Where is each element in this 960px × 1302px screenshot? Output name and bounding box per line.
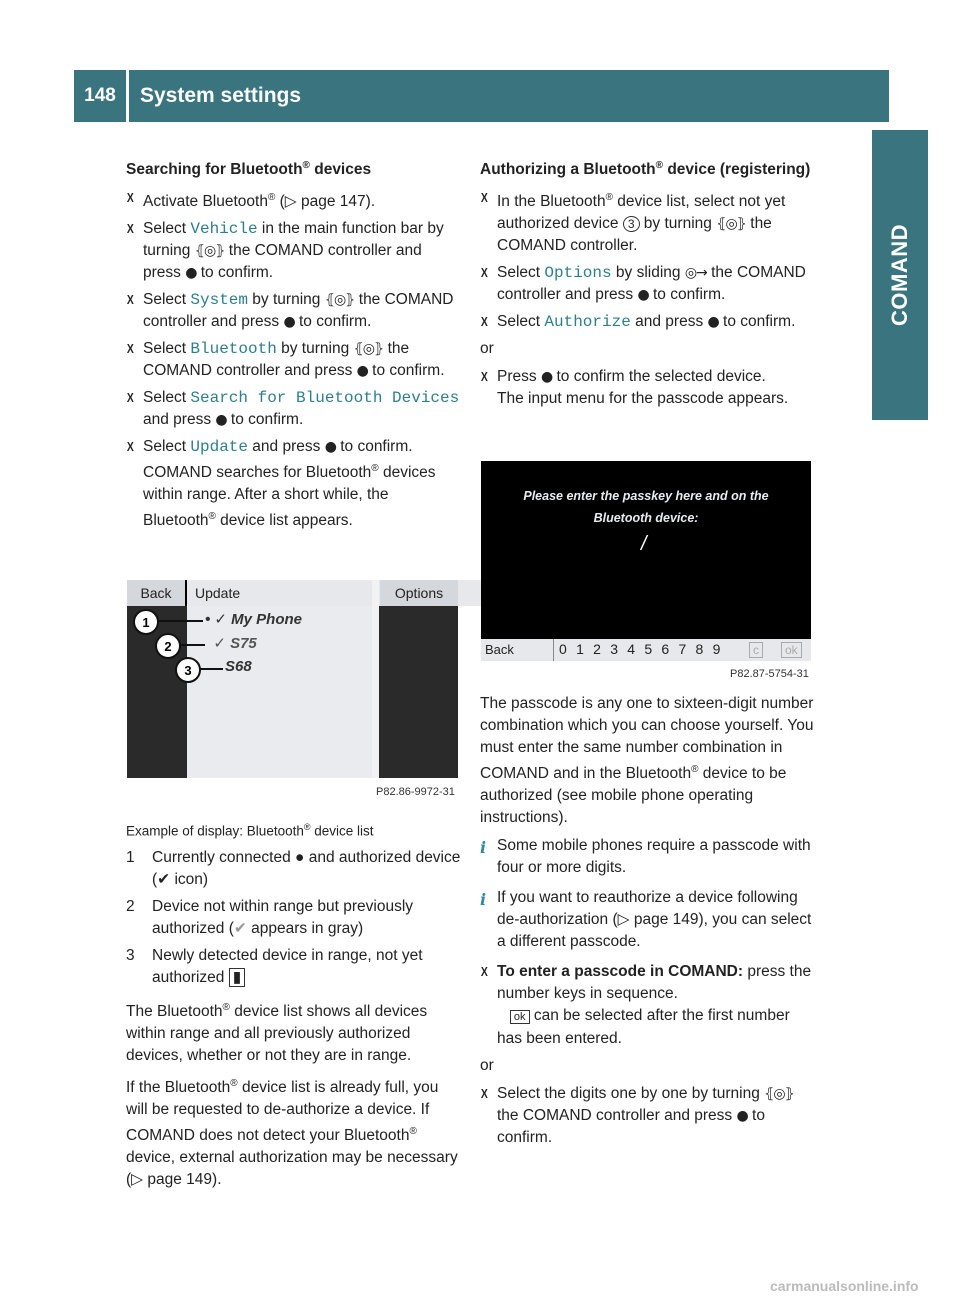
options-button[interactable]: Options: [380, 580, 458, 606]
legend-item-1: 1 Currently connected ● and authorized device (✔ icon): [126, 848, 461, 888]
press-icon: ●: [215, 412, 227, 429]
turn-controller-icon: ⦃◎⦄: [324, 292, 355, 309]
check-icon: ✔: [157, 870, 171, 888]
legend-item-2: 2 Device not within range but previously authorized (✔ appears in gray): [126, 897, 414, 937]
callout-1: 1: [133, 609, 159, 635]
auth-step-3: X Select Authorize and press ● to confirm.: [480, 311, 815, 333]
paragraph-2: If the Bluetooth® device list is already full, you will be requested to de-authorize a device. If COMAND does not detect your Bluetooth® device, external authorization may be necessary (▷ page 149).: [126, 1077, 458, 1188]
ok-key-icon: ok: [510, 1010, 530, 1024]
turn-controller-icon: ⦃◎⦄: [716, 216, 746, 233]
list-item[interactable]: S68: [225, 658, 252, 675]
or-text-2: or: [480, 1057, 494, 1075]
passcode-paragraph: The passcode is any one to sixteen-digit number combination which you can choose yourself. You must enter the same number combination in COMAND and in the Bluetooth® device to be authorized (see mobile phone operating instructions).: [480, 695, 814, 827]
step-3: X Select System by turning ⦃◎⦄ the COMAND controller and press ● to confirm.: [126, 289, 461, 333]
page-number: 148: [84, 85, 116, 106]
step-5: X Select Search for Bluetooth Devices and press ● to confirm.: [126, 387, 461, 431]
auth-step-6: X Select the digits one by one by turning ⦃◎⦄ the COMAND controller and press ● to confirm.: [480, 1083, 815, 1149]
figure-ref-2: P82.87-5754-31: [730, 668, 809, 680]
right-column-lower: [480, 693, 815, 1154]
clear-key[interactable]: c: [749, 642, 763, 658]
paragraph-1: The Bluetooth® device list shows all devices within range and all previously authorized devices, whether or not they are in range.: [126, 1001, 428, 1064]
or-text: or: [480, 340, 494, 358]
info-icon: i: [480, 890, 487, 910]
right-heading: Authorizing a Bluetooth® device (registering): [480, 160, 811, 179]
device-list-screen: [127, 580, 458, 778]
auth-step-2: X Select Options by sliding ◎→ the COMAND controller and press ● to confirm.: [480, 262, 815, 306]
left-column-lower: [126, 812, 461, 1197]
figure-ref: P82.86-9972-31: [376, 786, 455, 798]
watermark: carmanualsonline.info: [770, 1278, 919, 1294]
callout-2: 2: [155, 633, 181, 659]
list-panel: [187, 606, 372, 778]
passcode-screen: [481, 461, 811, 661]
step-6: X Select Update and press ● to confirm. COMAND searches for Bluetooth® devices within range. After a short while, the Bluetooth® device list appears.: [126, 436, 461, 532]
press-icon: ●: [637, 287, 649, 304]
right-column: [480, 155, 815, 415]
press-icon: ●: [707, 314, 719, 331]
callout-ref: 3: [623, 216, 640, 232]
auth-step-5: X To enter a passcode in COMAND: press the number keys in sequence. ok can be selected after the first number has been entered.: [480, 961, 815, 1050]
info-note-2: i If you want to reauthorize a device following de-authorization (▷ page 149), you can select a different passcode.: [480, 889, 812, 951]
info-icon: i: [480, 838, 487, 858]
turn-controller-icon: ⦃◎⦄: [764, 1086, 794, 1103]
press-icon: ●: [185, 265, 197, 282]
scrollbar[interactable]: [372, 580, 379, 778]
press-icon: ●: [356, 363, 368, 380]
info-note-1: i Some mobile phones require a passcode with four or more digits.: [480, 837, 811, 877]
right-panel: [379, 606, 458, 778]
side-tab-label: COMAND: [887, 224, 912, 326]
press-icon: ●: [324, 439, 336, 456]
ok-key[interactable]: ok: [781, 642, 802, 658]
press-icon: ●: [540, 369, 553, 386]
passcode-prompt-line-2: Bluetooth device:: [593, 511, 699, 525]
back-button[interactable]: Back: [127, 580, 185, 606]
back-button[interactable]: Back: [485, 642, 514, 657]
auth-step-4: X Press ● to confirm the selected device. The input menu for the passcode appears.: [480, 366, 815, 410]
side-tab-label-box: [872, 130, 928, 420]
step-1: X Activate Bluetooth® (▷ page 147).: [126, 187, 461, 213]
turn-controller-icon: ⦃◎⦄: [194, 243, 225, 260]
left-panel: [127, 606, 187, 778]
step-4: X Select Bluetooth by turning ⦃◎⦄ the COMAND controller and press ● to confirm.: [126, 338, 461, 382]
list-item[interactable]: ✓ S75: [205, 635, 257, 652]
header-divider: [126, 70, 129, 122]
left-column: [126, 155, 461, 538]
digit-keys[interactable]: 0 1 2 3 4 5 6 7 8 9: [559, 641, 721, 657]
turn-controller-icon: ⦃◎⦄: [353, 341, 384, 358]
figure-caption: Example of display: Bluetooth® device list: [126, 822, 374, 839]
list-item[interactable]: • ✓ My Phone: [205, 611, 302, 628]
page-title: System settings: [140, 84, 302, 107]
slide-controller-icon: ◎→: [684, 265, 707, 282]
left-heading: Searching for Bluetooth® devices: [126, 160, 372, 179]
step-2: X Select Vehicle in the main function bar by turning ⦃◎⦄ the COMAND controller and press ● to confirm.: [126, 218, 461, 284]
press-icon: ●: [283, 314, 295, 331]
check-icon: ✔: [233, 919, 247, 937]
passcode-prompt-line-1: Please enter the passkey here and on the: [523, 489, 769, 503]
text-cursor: /: [641, 533, 647, 555]
callout-3: 3: [175, 657, 201, 683]
phone-icon: ▮: [229, 968, 246, 987]
press-icon: ●: [736, 1108, 748, 1125]
auth-step-1: X In the Bluetooth® device list, select not yet authorized device 3 by turning ⦃◎⦄ the COMAND controller.: [480, 187, 815, 257]
update-button[interactable]: Update: [187, 580, 496, 606]
legend-item-3: 3 Newly detected device in range, not yet authorized ▮: [126, 946, 423, 986]
